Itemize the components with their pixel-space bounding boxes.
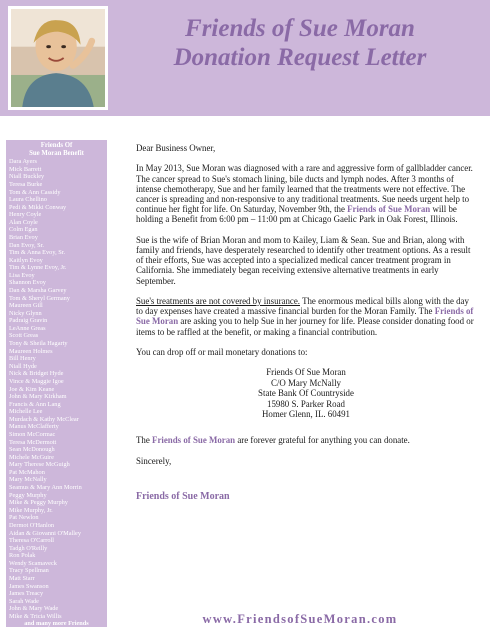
friend-name: Kaitlyn Evoy <box>9 256 43 264</box>
friend-name: Ron Polak <box>9 552 36 560</box>
benefit-committee-sidebar <box>6 140 107 627</box>
friend-name: Mick Barrett <box>9 165 42 173</box>
friend-name: Tom & Ann Cassidy <box>9 188 61 196</box>
address-line: Homer Glenn, IL. 60491 <box>262 409 350 420</box>
signature: Friends of Sue Moran <box>136 491 230 503</box>
title-line-1: Friends of Sue Moran <box>185 15 415 42</box>
friend-name: Shannon Evoy <box>9 279 46 287</box>
friend-name: Lisa Evoy <box>9 271 35 279</box>
p5-highlight: Friends of Sue Moran <box>152 435 236 446</box>
portrait-photo <box>8 6 108 110</box>
friend-name: Maureen Holmes <box>9 347 53 355</box>
p1-text-b: will be holding a Benefit from 6:00 pm – 11:00 pm at Chicago Gaelic Park in Oak Forest, Illinois. <box>136 204 458 225</box>
friend-name: Matt Starr <box>9 574 35 582</box>
address-line: 15980 S. Parker Road <box>267 398 345 409</box>
sidebar-heading-line-2: Sue Moran Benefit <box>29 149 84 157</box>
website-link[interactable]: www.FriendsofSueMoran.com <box>202 612 398 626</box>
friend-name: Colm Egan <box>9 226 38 234</box>
friend-name: Tim & Anna Evoy, Sr. <box>9 249 66 257</box>
p5-text-b: are forever grateful for anything you can donate. <box>235 435 410 446</box>
greeting: Dear Business Owner, <box>136 143 216 153</box>
sidebar-heading-line-1: Friends Of <box>40 142 73 149</box>
friend-name: Nicky Glynn <box>9 309 42 317</box>
friend-name: Maureen Gill <box>9 302 43 310</box>
p5-text-a: The <box>136 435 153 446</box>
friend-name: Simon McCormac <box>9 431 56 438</box>
friend-name: Wendy Scamaveck <box>9 559 57 567</box>
friend-name: Sean McDonough <box>9 446 55 454</box>
friend-name: Pedi & Mikki Conway <box>9 203 67 211</box>
friend-name: Niall Hyde <box>9 362 37 370</box>
address-line: State Bank Of Countryside <box>258 388 354 399</box>
friends-name-list <box>9 158 104 620</box>
friend-name: Murdach & Kathy McClear <box>9 415 79 423</box>
sidebar-heading <box>9 142 104 157</box>
friend-name: Padraig Gravin <box>9 317 48 325</box>
friend-name: Michelle Lee <box>9 408 43 416</box>
friend-name: Niall Buckley <box>9 173 45 181</box>
friend-name: Tracy Spellman <box>9 567 49 575</box>
address-line: Friends Of Sue Moran <box>266 367 346 378</box>
friend-name: Francis & Ann Lang <box>9 400 61 408</box>
friend-name: Michele McGuire <box>9 453 54 461</box>
friend-name: Vince & Maggie Igoe <box>9 377 64 385</box>
friend-name: Mike & Tricia Willis <box>9 612 62 620</box>
portrait-image <box>11 9 105 107</box>
friend-name: Seamus & Mary Ann Morrin <box>9 484 82 492</box>
friend-name: Tim & Lynne Evoy, Jr. <box>9 264 67 272</box>
letter-body <box>136 143 476 502</box>
mailing-address <box>136 367 476 419</box>
friend-name: Theresa O'Carroll <box>9 537 55 545</box>
p1-text-a: In May 2013, Sue Moran was diagnosed with a rare and aggressive form of gallbladder cancer. The cancer spread to Sue's stomach lining, bile ducts and lymph nodes. After 3 months of intense chemotherapy, Sue and her family learned that the treatments were not effective. The cancer is spreading and non-responsive to any traditional treatments. Sue needs urgent help to continue her fight for life. On Saturday, November 9th, the <box>136 163 473 215</box>
friend-name: Dara Ayers <box>9 158 37 166</box>
friend-name: Mike Murphy, Jr. <box>9 506 53 514</box>
friend-name: John & Mary Kirkham <box>9 393 67 401</box>
title-line-2: Donation Request Letter <box>173 44 427 71</box>
friend-name: John & Mary Wade <box>9 605 59 613</box>
friend-name: LeAnne Greas <box>9 324 46 332</box>
paragraph-donations: You can drop off or mail monetary donations to: <box>136 347 308 357</box>
p3-highlight: Friends of Sue Moran <box>136 306 474 327</box>
friend-name: Teresa Burke <box>9 180 43 188</box>
friend-name: Teresa McDermott <box>9 438 57 446</box>
friend-name: Nick & Bridget Hyde <box>9 370 64 378</box>
friend-name: Joe & Kim Keane <box>9 385 55 393</box>
address-line: C/O Mary McNally <box>270 377 341 388</box>
paragraph-insurance <box>136 296 476 337</box>
friend-name: Bill Henry <box>9 355 36 363</box>
p3-text-b: are asking you to help Sue in her journey for life. Please consider donating food or items to be raffled at the benefit, or making a financial contribution. <box>136 316 474 337</box>
friend-name: Pat Newlon <box>9 514 39 522</box>
friend-name: James Swanson <box>9 582 49 590</box>
p3-underlined: Sue's treatments are not covered by insurance. <box>136 296 301 306</box>
p3-text-a: The enormous medical bills along with the day to day expenses have created a massive financial burden for the Moran Family. The <box>136 296 469 317</box>
paragraph-diagnosis <box>136 163 476 224</box>
friend-name: Dan & Marsha Garvey <box>9 287 67 295</box>
letter-title <box>120 14 480 72</box>
friend-name: Mike & Peggy Murphy <box>9 499 68 507</box>
p1-highlight: Friends of Sue Moran <box>347 204 431 215</box>
friend-name: Tom & Sheryl Germany <box>9 294 70 302</box>
friend-name: Mary McNally <box>9 476 47 484</box>
friend-name: Sarah Wade <box>9 597 39 605</box>
friend-name: Manus McClafferty <box>9 423 59 431</box>
closing: Sincerely, <box>136 455 172 466</box>
friend-name: Aidan & Giovanni O'Malley <box>9 529 81 537</box>
friend-name: Tony & Sheila Hagarty <box>9 340 68 348</box>
friend-name: James Treacy <box>9 590 44 598</box>
friend-name: Laura Chellino <box>9 196 47 204</box>
friend-name: Pat McMahon <box>9 468 45 476</box>
friend-name: Henry Coyle <box>9 211 42 219</box>
friend-name: Brian Evoy <box>9 233 38 241</box>
friend-name: Dan Evoy, Sr. <box>9 241 44 249</box>
friend-name: Peggy Murphy <box>9 491 47 499</box>
friend-name: Dermot O'Hanlon <box>9 521 55 529</box>
header-banner <box>0 0 490 116</box>
friend-name: Mary Therese McGuigh <box>9 461 70 469</box>
paragraph-family: Sue is the wife of Brian Moran and mom to Kailey, Liam & Sean. Sue and Brian, along with family and friends, have desperately researched to identify other treatment options. As a result of their efforts, Sue was accepted into a specialized medical cancer treatment program in California. She immediately began receiving extensive alternative treatments in early September. <box>136 234 471 286</box>
paragraph-thanks <box>136 435 476 445</box>
friend-name: Alan Coyle <box>9 218 38 226</box>
friend-name: Tadgh O'Reilly <box>9 544 48 552</box>
friend-name: Scott Greas <box>9 332 39 340</box>
sidebar-footer: and many more Friends <box>24 620 89 628</box>
